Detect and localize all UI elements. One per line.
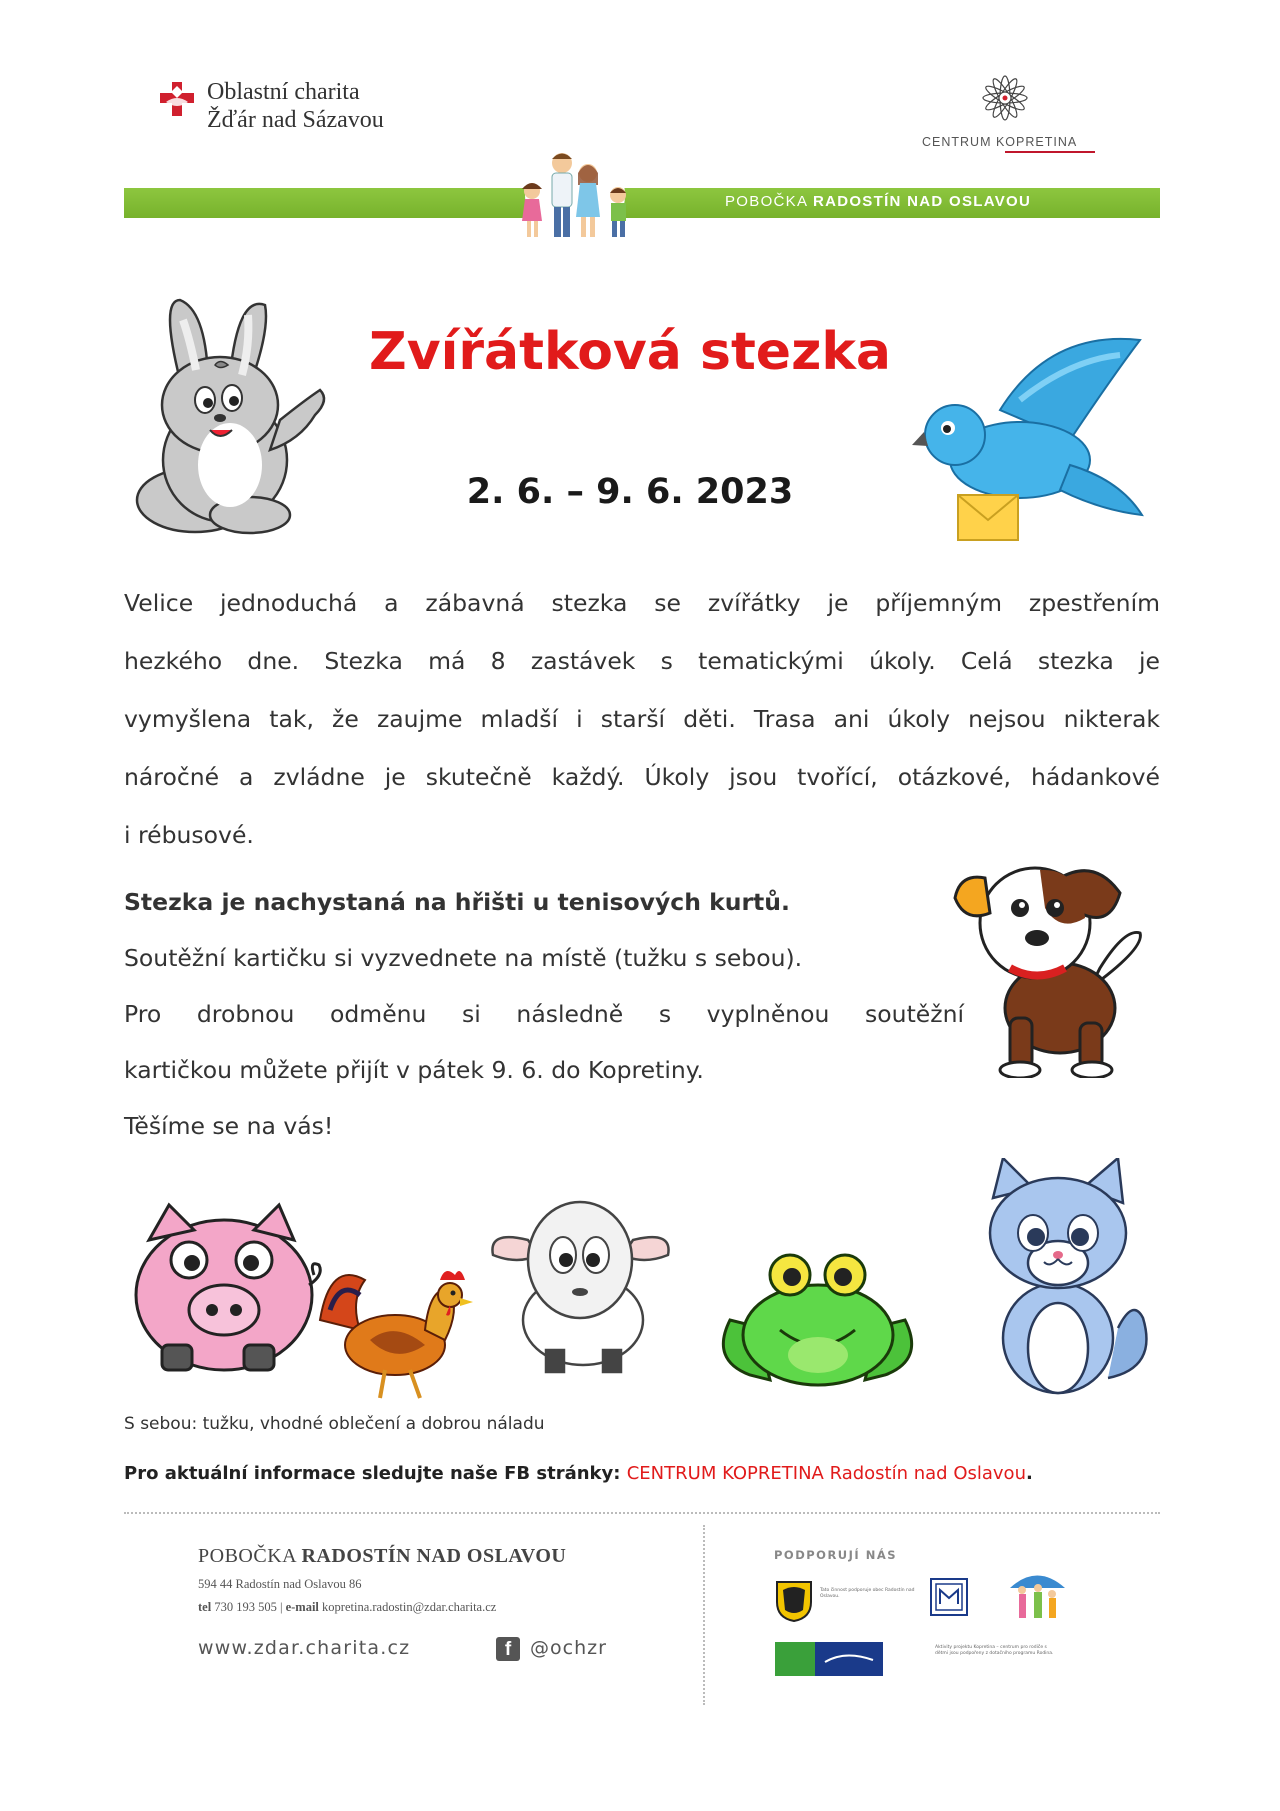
family-icon xyxy=(500,143,650,248)
bird-icon xyxy=(910,330,1150,570)
centre-name: CENTRUM KOPRETINA xyxy=(922,135,1078,149)
rooster-icon xyxy=(310,1260,475,1400)
header-branch-prefix: POBOČKA xyxy=(725,193,808,210)
dog-icon xyxy=(950,838,1150,1078)
footer-branch xyxy=(198,1545,566,1568)
charity-name-line2: Žďár nad Sázavou xyxy=(207,107,384,133)
email-value[interactable]: kopretina.radostin@zdar.charita.cz xyxy=(322,1600,497,1614)
cat-icon xyxy=(958,1158,1158,1398)
location-text: Stezka je nachystaná na hřišti u tenisových kurtů. xyxy=(124,888,790,916)
tel-label: tel xyxy=(198,1600,212,1614)
fb-info-suffix: . xyxy=(1025,1463,1033,1484)
closing-text: Těšíme se na vás! xyxy=(124,1112,334,1140)
ministry-logo-icon xyxy=(930,1578,968,1616)
footer-divider xyxy=(124,1512,1160,1514)
paragraph-line: i rébusové. xyxy=(124,821,254,849)
footer-contact: tel 730 193 505 | e-mail kopretina.radostin@zdar.charita.cz xyxy=(198,1600,497,1614)
paragraph-line: Velice jednoduchá a zábavná stezka se zvířátky je příjemným zpestřením xyxy=(124,589,1160,617)
sponsor1-text: Tato činnost podporuje obec Radostín nad Oslavou. xyxy=(820,1588,915,1599)
fb-page-link[interactable]: CENTRUM KOPRETINA Radostín nad Oslavou xyxy=(626,1463,1026,1484)
municipality-crest-icon xyxy=(775,1580,813,1622)
sheep-icon xyxy=(488,1180,673,1380)
charity-name xyxy=(207,78,384,134)
charity-name-line1: Oblastní charita xyxy=(207,79,360,105)
daisy-logo-icon xyxy=(960,68,1050,128)
frog-icon xyxy=(710,1250,925,1390)
social-handle[interactable]: @ochzr xyxy=(530,1637,607,1659)
bring-note: S sebou: tužku, vhodné oblečení a dobrou náladu xyxy=(124,1414,545,1434)
footer-branch-town: RADOSTÍN NAD OSLAVOU xyxy=(301,1545,567,1567)
pig-icon xyxy=(124,1195,324,1380)
event-dates: 2. 6. – 9. 6. 2023 xyxy=(466,472,794,512)
description-paragraph xyxy=(124,583,1160,873)
paragraph-line: vymyšlena tak, že zaujme mladší i starší děti. Trasa ani úkoly nejsou nikterak xyxy=(124,705,1160,733)
tel-value[interactable]: 730 193 505 xyxy=(214,1600,277,1614)
footer-column-divider xyxy=(703,1525,705,1705)
supporters-heading: PODPORUJÍ NÁS xyxy=(774,1548,898,1562)
reward-line-1: Pro drobnou odměnu si následně s vyplněnou soutěžní xyxy=(124,1000,964,1028)
header-branch-label xyxy=(725,193,1031,210)
family-umbrella-logo-icon xyxy=(1005,1568,1070,1626)
website-link[interactable]: www.zdar.charita.cz xyxy=(198,1637,411,1659)
email-label: e-mail xyxy=(285,1600,319,1614)
charity-cross-logo-icon xyxy=(160,82,194,116)
bunny-icon xyxy=(120,290,360,540)
reward-line-2: kartičkou můžete přijít v pátek 9. 6. do Kopretiny. xyxy=(124,1056,704,1084)
event-title: Zvířátková stezka xyxy=(368,322,892,382)
header-branch-town: RADOSTÍN NAD OSLAVOU xyxy=(812,193,1032,210)
facebook-icon[interactable]: f xyxy=(496,1637,520,1661)
fb-info-note xyxy=(124,1463,1033,1484)
sponsor4-text: Aktivity projektu Kopretina – centrum pro rodiče s dětmi jsou podpořeny z dotačního programu Rodina. xyxy=(935,1645,1054,1656)
fb-info-prefix: Pro aktuální informace sledujte naše FB stránky: xyxy=(124,1463,621,1484)
paragraph-line: náročné a zvládne je skutečně každý. Úkoly jsou tvořící, otázkové, hádankové xyxy=(124,763,1160,791)
region-logo-icon xyxy=(775,1642,883,1676)
footer-branch-prefix: POBOČKA xyxy=(198,1545,296,1567)
centre-underline xyxy=(1005,151,1095,153)
footer-address: 594 44 Radostín nad Oslavou 86 xyxy=(198,1577,362,1591)
card-pickup-text: Soutěžní kartičku si vyzvednete na místě (tužku s sebou). xyxy=(124,944,803,972)
paragraph-line: hezkého dne. Stezka má 8 zastávek s tematickými úkoly. Celá stezka je xyxy=(124,647,1160,675)
